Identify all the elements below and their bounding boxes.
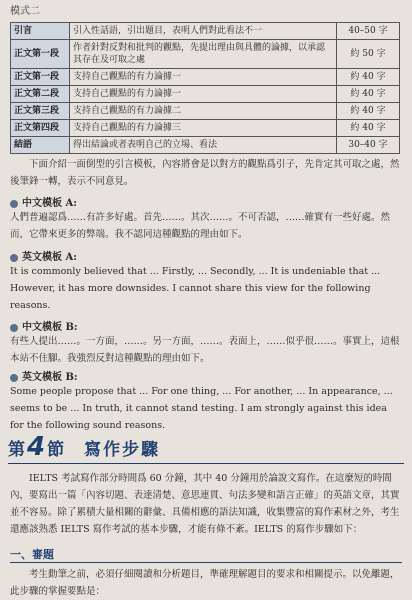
subsection-heading: 一、審題 xyxy=(10,548,54,561)
word-count-cell: 約 40 字 xyxy=(337,103,400,120)
section-cell: 正文第三段 xyxy=(11,103,70,120)
content-cell: 引入性話語，引出題目，表明人們對此看法不一 xyxy=(70,23,337,40)
template-title-text: 英文模板 B: xyxy=(22,372,78,383)
intro-paragraph: 下面介紹一面倒型的引言模板，內容將會是以對方的觀點爲引子，先肯定其可取之處，然後筆鋒一轉，表示不同意見。 xyxy=(10,159,400,187)
bullet-icon xyxy=(10,254,18,262)
table-row xyxy=(11,23,400,40)
word-count-cell: 約 40 字 xyxy=(337,69,400,86)
template-body: 人們普遍認爲……有許多好處。首先……。其次……。不可否認，……確實有一些好處。然而，它帶來更多的弊端。我不認同這種觀點的理由如下。 xyxy=(10,212,391,240)
content-cell: 支持自己觀點的有力論據三 xyxy=(70,120,337,137)
content-cell: 支持自己觀點的有力論據一 xyxy=(70,69,337,86)
template-body: It is commonly believed that ... Firstly, ... Secondly, ... It is undeniable that ... However, it has more downsides. I cannot share this view for the following reasons. xyxy=(10,266,381,311)
section-heading xyxy=(8,432,308,460)
essay-outline-table xyxy=(10,22,400,154)
word-count-cell: 約 50 字 xyxy=(337,40,400,69)
section-title: 寫作步驟 xyxy=(84,440,161,460)
content-cell: 支持自己觀點的有力論據一 xyxy=(70,86,337,103)
word-count-cell: 約 40 字 xyxy=(337,120,400,137)
table-row xyxy=(11,40,400,69)
tail-paragraph: 考生動筆之前，必須仔細閱讀和分析題目，準確理解題目的要求和相關提示。以免離題，此步驟的掌握要點是： xyxy=(10,569,400,597)
template-body: 有些人提出……。一方面，……。另一方面，……。表面上，……似乎很……。事實上，這根本站不住腳。我強烈反對這種觀點的理由如下。 xyxy=(10,336,400,364)
template-title xyxy=(10,368,78,383)
section-suffix: 節 xyxy=(47,440,65,460)
section-divider xyxy=(8,463,404,464)
section-cell: 結語 xyxy=(11,137,70,154)
template-title xyxy=(10,318,78,333)
word-count-cell: 約 40 字 xyxy=(337,86,400,103)
bullet-icon xyxy=(10,374,18,382)
writing-steps-paragraph: IELTS 考試寫作部分時間爲 60 分鐘，其中 40 分鐘用於論說文寫作。在這麼短的時間內，要寫出一篇「內容切題、表達清楚、意思連貫、句法多變和語言正確」的英語文章，其實並不容易。除了累積大量相關的辭彙、具備相應的語法知識，收集豐富的寫作素材之外，考生還應該熟悉 IELTS 寫作考試的基本步驟，才能有條不紊。IELTS 的寫作步驟如下： xyxy=(10,473,400,535)
content-cell: 支持自己觀點的有力論據二 xyxy=(70,103,337,120)
table-row xyxy=(11,103,400,120)
table-row xyxy=(11,120,400,137)
template-title xyxy=(10,194,77,209)
section-number: 4 xyxy=(27,432,46,462)
template-title-text: 中文模板 B: xyxy=(22,322,78,333)
model-label: 模式二 xyxy=(10,6,40,17)
section-cell: 正文第一段 xyxy=(11,40,70,69)
table-row xyxy=(11,137,400,154)
table-row xyxy=(11,69,400,86)
section-cell: 正文第一段 xyxy=(11,69,70,86)
subsection-divider xyxy=(10,562,402,563)
content-cell: 得出結論或者表明自己的立場、看法 xyxy=(70,137,337,154)
template-title-text: 中文模板 A: xyxy=(22,198,77,209)
template-title xyxy=(10,248,77,263)
bullet-icon xyxy=(10,200,18,208)
bullet-icon xyxy=(10,324,18,332)
section-cell: 引言 xyxy=(11,23,70,40)
content-cell: 作者針對反對和批判的觀點，先提出理由與具體的論據，以承認其存在及可取之處 xyxy=(70,40,337,69)
template-title-text: 英文模板 A: xyxy=(22,252,77,263)
template-body: Some people propose that ... For one thing, ... For another, ... In appearance, ... seems to be ... In truth, it cannot stand testing. I am strongly against this idea for the following sound reasons. xyxy=(10,386,393,431)
word-count-cell: 30–40 字 xyxy=(337,137,400,154)
section-cell: 正文第四段 xyxy=(11,120,70,137)
table-row xyxy=(11,86,400,103)
section-prefix: 第 xyxy=(8,440,25,460)
word-count-cell: 40–50 字 xyxy=(337,23,400,40)
section-cell: 正文第二段 xyxy=(11,86,70,103)
